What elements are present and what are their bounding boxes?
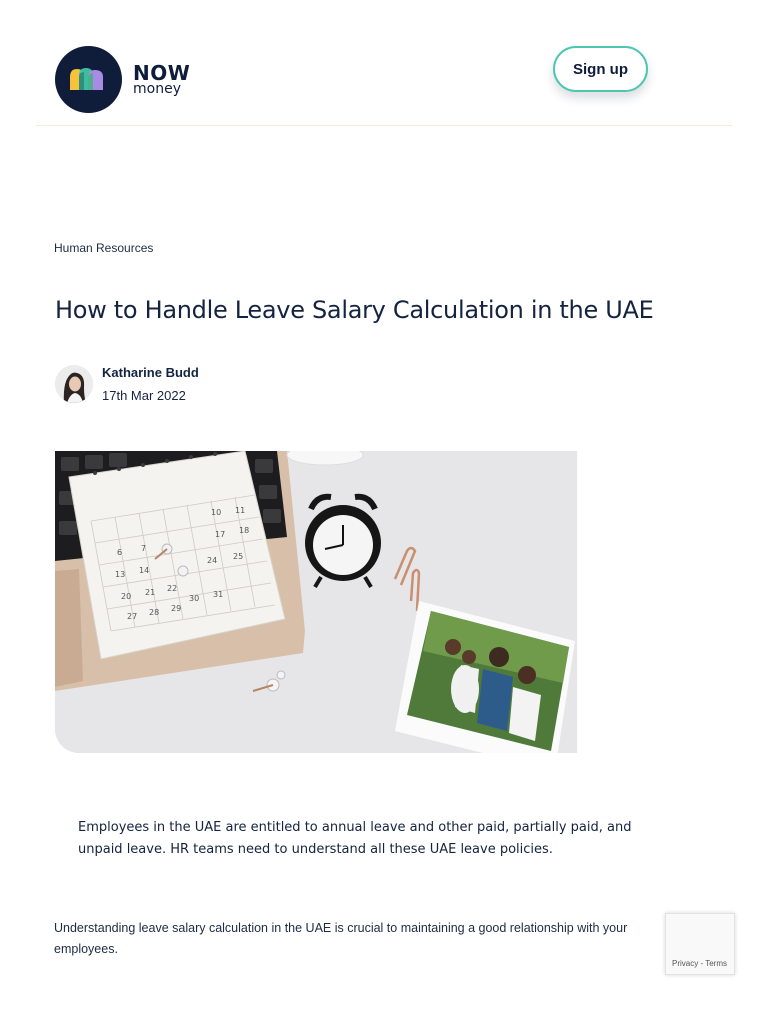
recaptcha-badge[interactable] [665, 913, 735, 975]
author-name[interactable]: Katharine Budd [102, 365, 199, 380]
signup-button[interactable]: Sign up [553, 46, 648, 92]
logo-wordmark [133, 63, 190, 96]
publish-date: 17th Mar 2022 [102, 388, 186, 403]
header-divider [36, 125, 732, 126]
site-header [0, 0, 768, 126]
recaptcha-privacy-link[interactable]: Privacy [672, 959, 699, 968]
svg-text:13: 13 [115, 570, 126, 579]
svg-text:20: 20 [121, 592, 132, 601]
hero-image [55, 451, 577, 753]
svg-text:28: 28 [149, 608, 160, 617]
recaptcha-links [672, 959, 727, 968]
article-summary: Employees in the UAE are entitled to annual leave and other paid, partially paid, and unpaid leave. HR teams need to understand all these UAE leave policies. [78, 820, 632, 857]
svg-text:30: 30 [189, 594, 200, 603]
svg-text:7: 7 [141, 544, 147, 553]
svg-text:22: 22 [167, 584, 178, 593]
svg-text:6: 6 [117, 548, 123, 557]
logo-money-text: money [133, 81, 181, 97]
recaptcha-separator: - [698, 959, 706, 968]
article-intro: Understanding leave salary calculation in the UAE is crucial to maintaining a good relationship with your employees. [54, 921, 628, 956]
svg-text:14: 14 [139, 566, 150, 575]
category-link[interactable]: Human Resources [54, 241, 154, 255]
logo-now-text: NOW [133, 61, 191, 85]
nowmoney-logo[interactable] [55, 46, 190, 113]
svg-text:27: 27 [127, 612, 138, 621]
author-avatar [55, 365, 93, 403]
article-title: How to Handle Leave Salary Calculation in the UAE [55, 296, 654, 324]
svg-text:24: 24 [207, 556, 218, 565]
svg-text:10: 10 [211, 508, 222, 517]
svg-text:21: 21 [145, 588, 156, 597]
svg-text:25: 25 [233, 552, 244, 561]
svg-text:17: 17 [215, 530, 226, 539]
svg-text:11: 11 [235, 506, 246, 515]
svg-text:31: 31 [213, 590, 224, 599]
logo-mark-icon [55, 46, 122, 113]
author-byline [55, 365, 199, 403]
svg-text:18: 18 [239, 526, 250, 535]
svg-text:29: 29 [171, 604, 182, 613]
recaptcha-terms-link[interactable]: Terms [705, 959, 727, 968]
